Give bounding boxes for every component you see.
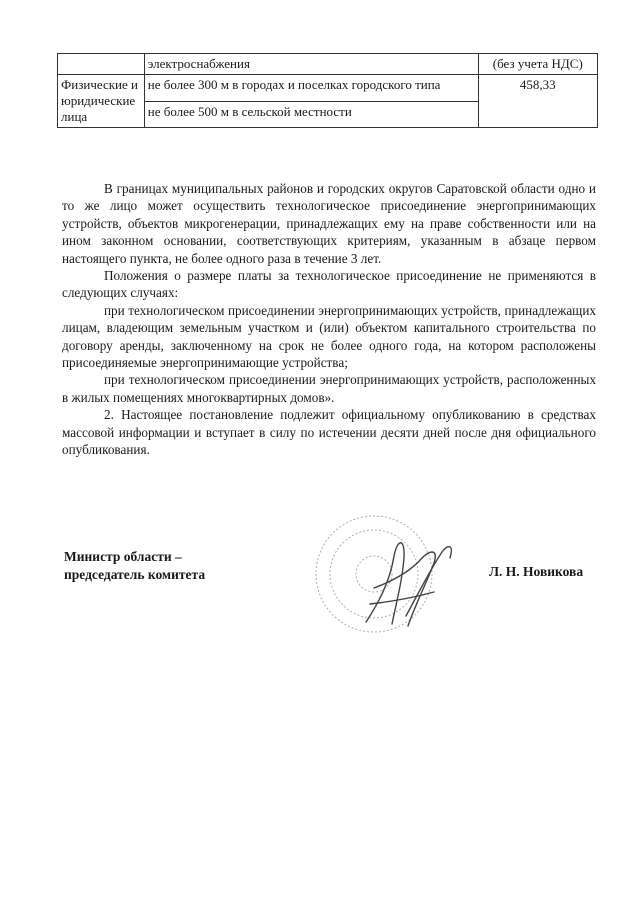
- tariff-table: [57, 53, 598, 128]
- position-line: Министр области –: [64, 549, 182, 564]
- table-cell-rate: 458,33: [478, 75, 597, 128]
- table-cell: электроснабжения: [144, 54, 478, 75]
- paragraph: В границах муниципальных районов и городских округов Саратовской области одно и то же лицо может осуществить технологическое присоединение энергопринимающих устройств, объектов микрогенерации, принадлежащих ему на праве собственности или на ином законном основании, соответствующих критериям, указанным в абзаце первом настоящего пункта, не более одного раза в течение 3 лет.: [62, 181, 596, 266]
- table-cell: (без учета НДС): [478, 54, 597, 75]
- table-cell-condition: не более 500 м в сельской местности: [144, 101, 478, 128]
- table-cell-condition: не более 300 м в городах и поселках городского типа: [144, 75, 478, 102]
- table-cell: [58, 54, 145, 75]
- table-row: [58, 54, 598, 75]
- position-line: председатель комитета: [64, 567, 206, 582]
- paragraph: 2. Настоящее постановление подлежит официальному опубликованию в средствах массовой информации и вступает в силу по истечении десяти дней после дня официального опубликования.: [62, 407, 596, 458]
- paragraph: Положения о размере платы за технологическое присоединение не применяются в следующих случаях:: [62, 268, 596, 301]
- paragraph: при технологическом присоединении энергопринимающих устройств, расположенных в жилых помещениях многоквартирных домов».: [62, 372, 596, 405]
- seal-and-signature: [308, 512, 478, 642]
- signatory-position: [64, 548, 205, 584]
- document-body: [62, 180, 596, 459]
- signatory-name: Л. Н. Новикова: [489, 564, 584, 579]
- table-row: [58, 75, 598, 102]
- table-cell-applicant: Физические и юридические лица: [58, 75, 145, 128]
- paragraph: при технологическом присоединении энергопринимающих устройств, принадлежащих лицам, владеющим земельным участком и (или) объектом капитального строительства по договору аренды, заключенному на срок не более одного года, на котором расположены присоединяемые энергопринимающие устройства;: [62, 302, 596, 371]
